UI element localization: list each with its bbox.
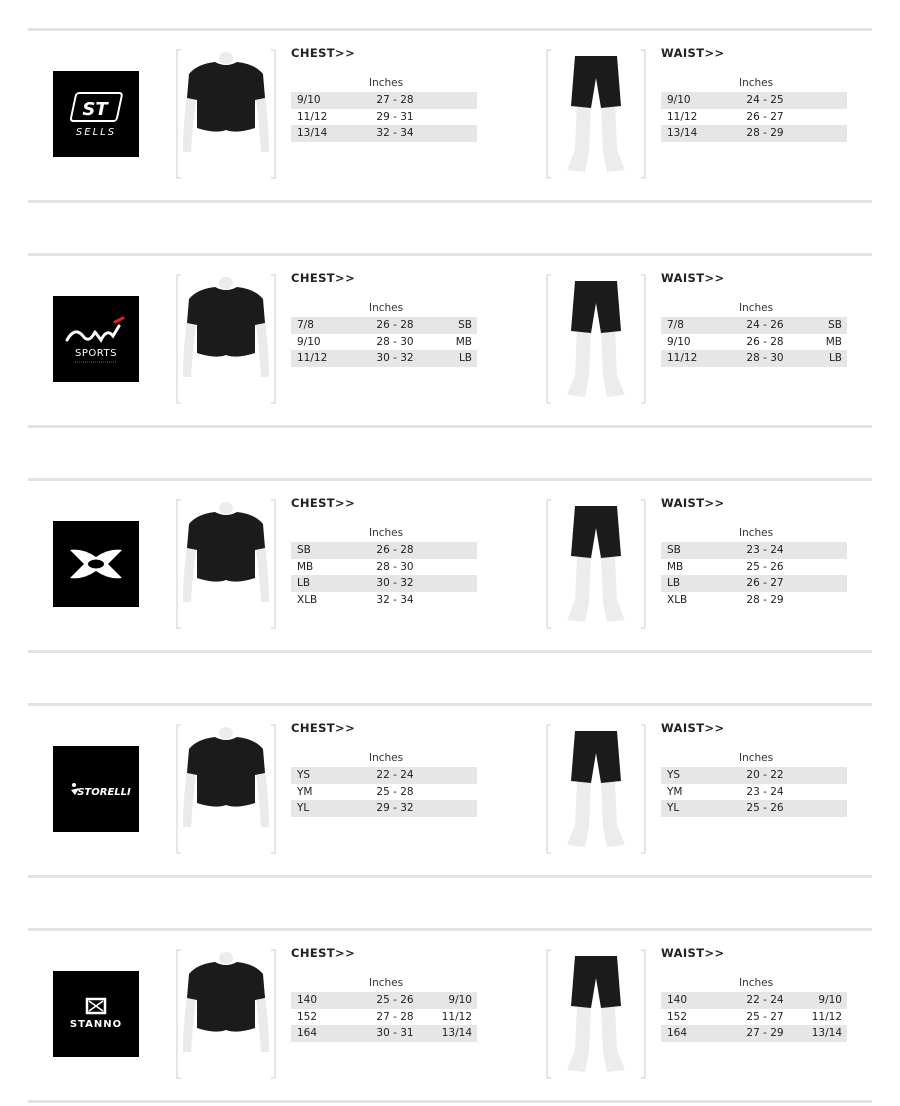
table-row	[291, 334, 477, 351]
inches-cell: 23 - 24	[746, 785, 784, 798]
inches-cell: 25 - 28	[376, 785, 414, 798]
alt-size-cell: 13/14	[811, 1027, 842, 1039]
divider	[28, 253, 872, 256]
table-row	[291, 992, 477, 1009]
storelli-logo	[53, 746, 139, 832]
alt-size-cell: MB	[825, 335, 842, 348]
alt-size-cell: 13/14	[441, 1027, 472, 1039]
table-row	[291, 1025, 477, 1042]
brand-name: STANNO	[69, 1019, 123, 1030]
chest-title: CHEST>>	[291, 946, 356, 960]
compression-shorts-icon	[545, 273, 647, 405]
table-row	[661, 559, 847, 576]
size-cell: 152	[297, 1010, 318, 1023]
brand-name: SELLS	[75, 127, 117, 138]
alt-size-cell: 11/12	[441, 1010, 472, 1023]
compression-shorts-icon	[545, 948, 647, 1080]
divider	[28, 703, 872, 706]
size-cell: LB	[297, 577, 311, 589]
size-cell: LB	[667, 577, 681, 589]
compression-shorts-icon	[545, 48, 647, 180]
table-row	[661, 592, 847, 609]
inches-cell: 23 - 24	[746, 544, 784, 556]
size-cell: 140	[667, 994, 688, 1006]
alt-size-cell: 11/12	[811, 1010, 842, 1023]
size-cell: 164	[667, 1027, 688, 1039]
brand-section	[28, 703, 872, 878]
brand-section	[28, 478, 872, 653]
under-armour-logo	[53, 521, 139, 607]
inches-cell: 26 - 27	[746, 110, 784, 123]
table-row	[661, 767, 847, 784]
chest-size-table	[291, 46, 477, 142]
size-cell: 11/12	[667, 352, 698, 364]
divider	[28, 425, 872, 428]
size-cell: 13/14	[667, 127, 698, 139]
chest-title: CHEST>>	[291, 271, 356, 285]
unit-label: Inches	[369, 527, 404, 539]
divider	[28, 478, 872, 481]
inches-cell: 30 - 32	[376, 352, 414, 364]
divider	[28, 200, 872, 203]
table-row	[291, 784, 477, 801]
alt-size-cell: LB	[828, 352, 842, 364]
chest-title: CHEST>>	[291, 46, 356, 60]
size-cell: YS	[667, 769, 681, 781]
size-cell: 11/12	[297, 352, 328, 364]
unit-label: Inches	[739, 77, 774, 89]
inches-cell: 25 - 26	[746, 802, 784, 814]
inches-cell: 28 - 29	[746, 593, 784, 606]
inches-cell: 24 - 25	[746, 94, 784, 106]
unit-label: Inches	[369, 302, 404, 314]
inches-cell: 28 - 30	[376, 560, 414, 573]
inches-cell: 20 - 22	[746, 769, 784, 781]
inches-cell: 28 - 29	[746, 127, 784, 139]
inches-cell: 29 - 31	[376, 110, 414, 123]
inches-cell: 26 - 27	[746, 577, 784, 589]
brand-name: STORELLI	[77, 787, 131, 798]
table-row	[661, 317, 847, 334]
size-cell: SB	[667, 544, 681, 556]
inches-cell: 28 - 30	[376, 335, 414, 348]
table-row	[661, 109, 847, 126]
waist-title: WAIST>>	[661, 721, 725, 735]
size-cell: MB	[667, 560, 684, 573]
size-cell: MB	[297, 560, 314, 573]
size-cell: 9/10	[297, 335, 321, 348]
unit-label: Inches	[739, 302, 774, 314]
inches-cell: 28 - 30	[746, 352, 784, 364]
inches-cell: 27 - 28	[376, 1010, 414, 1023]
compression-shorts-icon	[545, 723, 647, 855]
size-cell: YL	[667, 802, 680, 814]
table-row	[291, 109, 477, 126]
alt-size-cell: 9/10	[448, 994, 472, 1006]
size-cell: 11/12	[667, 110, 698, 123]
table-row	[291, 767, 477, 784]
chest-title: CHEST>>	[291, 496, 356, 510]
waist-title: WAIST>>	[661, 496, 725, 510]
size-cell: 140	[297, 994, 318, 1006]
size-cell: YM	[297, 785, 313, 798]
waist-title: WAIST>>	[661, 46, 725, 60]
alt-size-cell: MB	[455, 335, 472, 348]
table-row	[661, 784, 847, 801]
size-cell: YS	[297, 769, 311, 781]
unit-label: Inches	[369, 977, 404, 989]
alt-size-cell: 9/10	[818, 994, 842, 1006]
waist-title: WAIST>>	[661, 946, 725, 960]
inches-cell: 29 - 32	[376, 802, 414, 814]
waist-size-table	[661, 721, 847, 817]
table-row	[291, 575, 477, 592]
inches-cell: 30 - 32	[376, 577, 414, 589]
alt-size-cell: SB	[828, 319, 842, 331]
brand-name: SPORTS	[75, 348, 117, 359]
table-row	[661, 92, 847, 109]
size-cell: 7/8	[667, 319, 684, 331]
waist-size-table	[661, 271, 847, 367]
size-cell: 164	[297, 1027, 318, 1039]
size-cell: YM	[667, 785, 683, 798]
inches-cell: 25 - 27	[746, 1010, 784, 1023]
divider	[28, 28, 872, 31]
unit-label: Inches	[369, 752, 404, 764]
table-row	[291, 542, 477, 559]
unit-label: Inches	[739, 977, 774, 989]
size-cell: 13/14	[297, 127, 328, 139]
chest-size-table	[291, 496, 477, 608]
inches-cell: 26 - 28	[376, 319, 414, 331]
sub-sports-logo	[53, 296, 139, 382]
sells-logo	[53, 71, 139, 157]
size-cell: XLB	[667, 593, 688, 606]
brand-section	[28, 253, 872, 428]
compression-shirt-icon	[175, 273, 277, 405]
size-cell: 9/10	[297, 94, 321, 106]
table-row	[291, 559, 477, 576]
table-row	[291, 317, 477, 334]
table-row	[291, 125, 477, 142]
unit-label: Inches	[739, 527, 774, 539]
table-row	[661, 575, 847, 592]
waist-size-table	[661, 46, 847, 142]
inches-cell: 27 - 28	[376, 94, 414, 106]
chest-size-table	[291, 721, 477, 817]
table-row	[291, 800, 477, 817]
table-row	[661, 350, 847, 367]
unit-label: Inches	[739, 752, 774, 764]
inches-cell: 32 - 34	[376, 593, 414, 606]
compression-shirt-icon	[175, 948, 277, 1080]
size-cell: XLB	[297, 593, 318, 606]
chest-size-table	[291, 271, 477, 367]
alt-size-cell: LB	[458, 352, 472, 364]
compression-shirt-icon	[175, 48, 277, 180]
compression-shirt-icon	[175, 498, 277, 630]
divider	[28, 1100, 872, 1103]
size-cell: 11/12	[297, 110, 328, 123]
size-cell: YL	[297, 802, 310, 814]
inches-cell: 25 - 26	[746, 560, 784, 573]
table-row	[291, 592, 477, 609]
inches-cell: 27 - 29	[746, 1027, 784, 1039]
size-cell: SB	[297, 544, 311, 556]
compression-shorts-icon	[545, 498, 647, 630]
divider	[28, 650, 872, 653]
size-cell: 9/10	[667, 335, 691, 348]
svg-text:ST: ST	[82, 99, 108, 120]
inches-cell: 24 - 26	[746, 319, 784, 331]
inches-cell: 22 - 24	[376, 769, 414, 781]
brand-section	[28, 28, 872, 203]
table-row	[661, 1009, 847, 1026]
divider	[28, 875, 872, 878]
table-row	[661, 542, 847, 559]
alt-size-cell: SB	[458, 319, 472, 331]
inches-cell: 32 - 34	[376, 127, 414, 139]
inches-cell: 26 - 28	[746, 335, 784, 348]
inches-cell: 22 - 24	[746, 994, 784, 1006]
brand-section	[28, 928, 872, 1103]
table-row	[661, 1025, 847, 1042]
waist-title: WAIST>>	[661, 271, 725, 285]
compression-shirt-icon	[175, 723, 277, 855]
size-cell: 9/10	[667, 94, 691, 106]
size-cell: 152	[667, 1010, 688, 1023]
inches-cell: 25 - 26	[376, 994, 414, 1006]
divider	[28, 928, 872, 931]
table-row	[661, 800, 847, 817]
table-row	[661, 334, 847, 351]
table-row	[291, 1009, 477, 1026]
size-cell: 7/8	[297, 319, 314, 331]
inches-cell: 26 - 28	[376, 544, 414, 556]
stanno-logo	[53, 971, 139, 1057]
table-row	[661, 125, 847, 142]
unit-label: Inches	[369, 77, 404, 89]
table-row	[661, 992, 847, 1009]
waist-size-table	[661, 496, 847, 608]
waist-size-table	[661, 946, 847, 1042]
table-row	[291, 350, 477, 367]
chest-size-table	[291, 946, 477, 1042]
chest-title: CHEST>>	[291, 721, 356, 735]
inches-cell: 30 - 31	[376, 1027, 414, 1039]
table-row	[291, 92, 477, 109]
